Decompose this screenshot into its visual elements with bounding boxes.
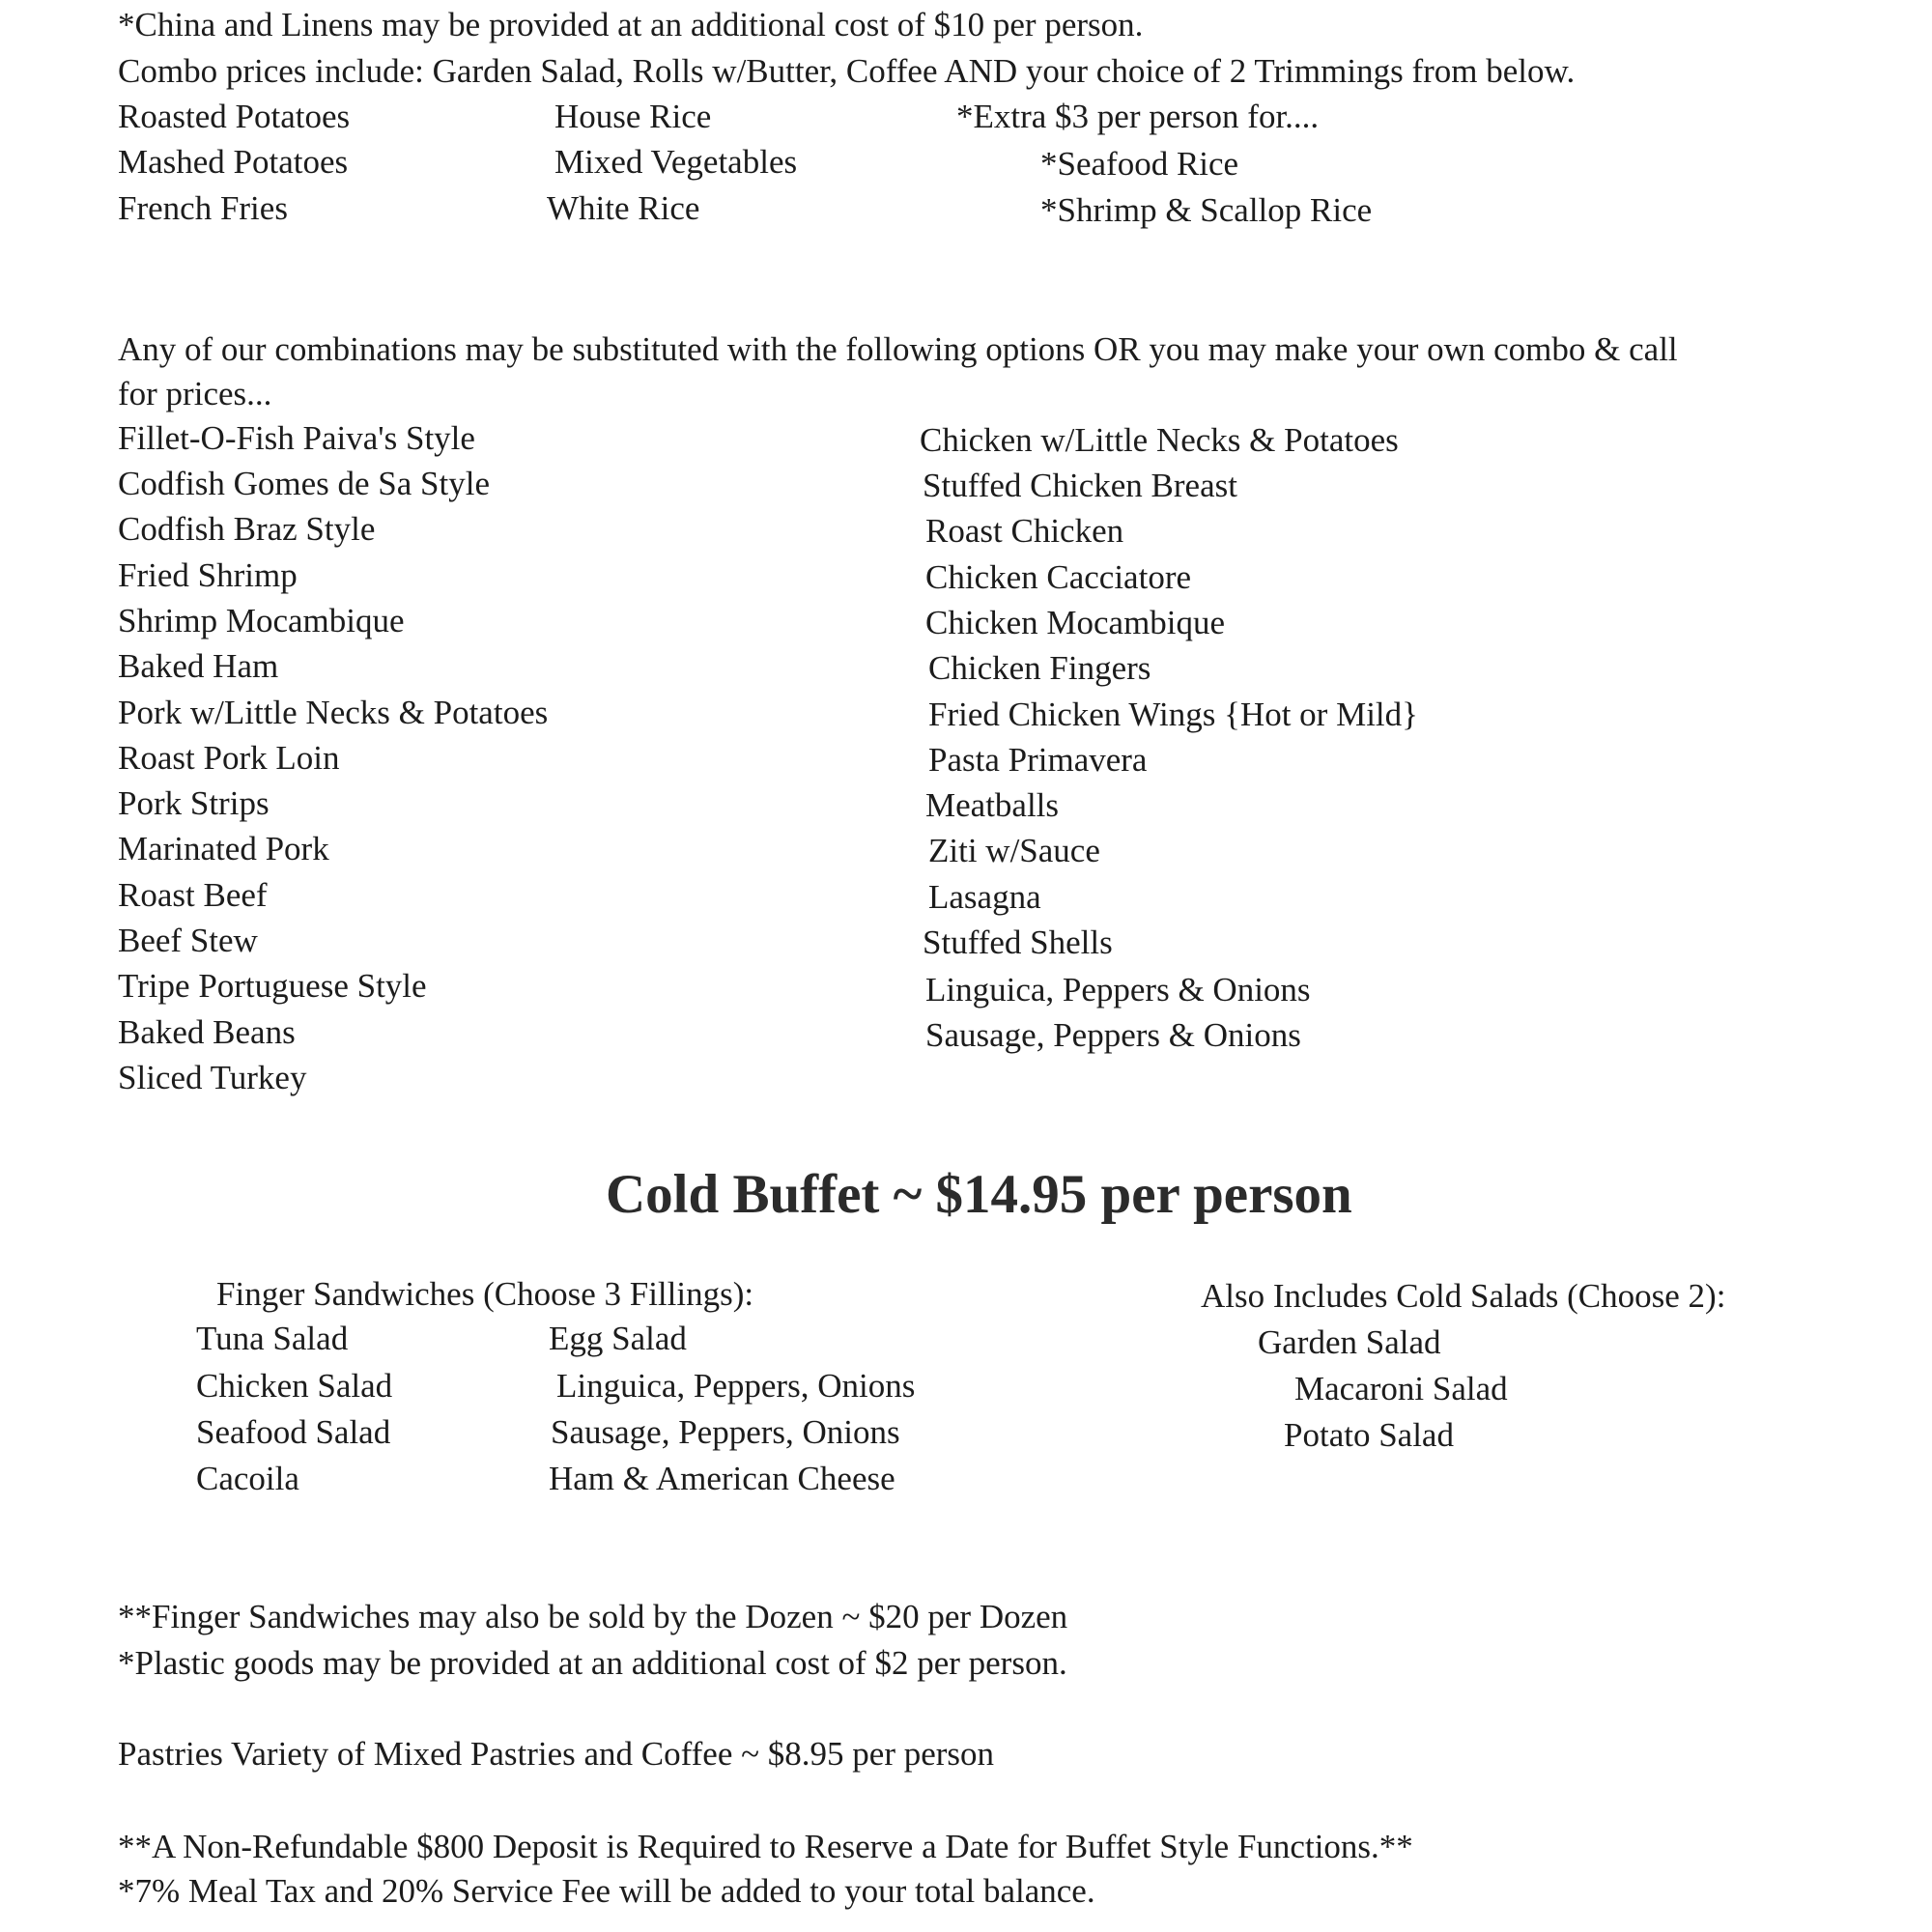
option-item: Pork w/Little Necks & Potatoes [118, 694, 549, 731]
plastic-goods-note: *Plastic goods may be provided at an additional cost of $2 per person. [118, 1644, 1067, 1682]
option-item: Fried Chicken Wings {Hot or Mild} [928, 696, 1418, 733]
option-item: Baked Beans [118, 1013, 296, 1051]
option-item: Lasagna [928, 878, 1041, 916]
sandwich-filling: Egg Salad [549, 1320, 687, 1357]
option-item: Meatballs [925, 786, 1060, 824]
option-item: Stuffed Shells [923, 923, 1113, 961]
sandwich-filling: Seafood Salad [196, 1413, 391, 1451]
trimming-french-fries: French Fries [118, 189, 288, 227]
trimming-roasted-potatoes: Roasted Potatoes [118, 98, 351, 135]
option-item: Roast Chicken [925, 512, 1124, 550]
option-item: Marinated Pork [118, 830, 329, 867]
option-item: Tripe Portuguese Style [118, 967, 427, 1005]
trimming-mixed-vegetables: Mixed Vegetables [554, 143, 798, 181]
option-item: Chicken Fingers [928, 649, 1151, 687]
option-item: Roast Pork Loin [118, 739, 340, 777]
trimming-seafood-rice: *Seafood Rice [1040, 145, 1239, 183]
sandwich-filling: Sausage, Peppers, Onions [551, 1413, 900, 1451]
option-item: Pasta Primavera [928, 741, 1148, 779]
option-item: Chicken Mocambique [925, 604, 1226, 641]
sandwich-header: Finger Sandwiches (Choose 3 Fillings): [216, 1275, 754, 1313]
combo-includes-note: Combo prices include: Garden Salad, Rolls w/Butter, Coffee AND your choice of 2 Trimmings from below. [118, 52, 1576, 90]
cold-salad-item: Macaroni Salad [1294, 1370, 1508, 1407]
option-item: Chicken Cacciatore [925, 558, 1192, 596]
option-item: Shrimp Mocambique [118, 602, 405, 639]
option-item: Sliced Turkey [118, 1059, 307, 1096]
option-item: Codfish Gomes de Sa Style [118, 465, 490, 502]
cold-buffet-title: Cold Buffet ~ $14.95 per person [606, 1164, 1352, 1225]
cold-salads-header: Also Includes Cold Salads (Choose 2): [1201, 1277, 1726, 1315]
tax-fee-note: *7% Meal Tax and 20% Service Fee will be added to your total balance. [118, 1872, 1095, 1910]
option-item: Ziti w/Sauce [928, 832, 1100, 869]
trimming-white-rice: White Rice [547, 189, 700, 227]
china-linens-note: *China and Linens may be provided at an additional cost of $10 per person. [118, 6, 1144, 43]
sandwich-filling: Cacoila [196, 1460, 299, 1497]
substitution-intro-line2: for prices... [118, 375, 272, 412]
option-item: Sausage, Peppers & Onions [925, 1016, 1301, 1054]
option-item: Beef Stew [118, 922, 258, 959]
sandwich-filling: Ham & American Cheese [549, 1460, 895, 1497]
deposit-note: **A Non-Refundable $800 Deposit is Required to Reserve a Date for Buffet Style Functions.** [118, 1828, 1413, 1865]
option-item: Fillet-O-Fish Paiva's Style [118, 419, 475, 457]
option-item: Baked Ham [118, 647, 279, 685]
dozen-note: **Finger Sandwiches may also be sold by the Dozen ~ $20 per Dozen [118, 1598, 1068, 1635]
pastries-line: Pastries Variety of Mixed Pastries and Coffee ~ $8.95 per person [118, 1735, 995, 1773]
option-item: Chicken w/Little Necks & Potatoes [920, 421, 1399, 459]
sandwich-filling: Chicken Salad [196, 1367, 393, 1405]
substitution-intro-line1: Any of our combinations may be substituted with the following options OR you may make your own combo & call [118, 330, 1678, 368]
cold-salad-item: Potato Salad [1284, 1416, 1454, 1454]
option-item: Fried Shrimp [118, 556, 298, 594]
option-item: Linguica, Peppers & Onions [925, 971, 1311, 1009]
cold-salad-item: Garden Salad [1258, 1323, 1441, 1361]
option-item: Codfish Braz Style [118, 510, 376, 548]
option-item: Roast Beef [118, 876, 268, 914]
trimming-shrimp-scallop-rice: *Shrimp & Scallop Rice [1040, 191, 1373, 229]
trimming-mashed-potatoes: Mashed Potatoes [118, 143, 349, 181]
option-item: Pork Strips [118, 784, 270, 822]
option-item: Stuffed Chicken Breast [923, 467, 1237, 504]
trimming-house-rice: House Rice [554, 98, 712, 135]
sandwich-filling: Linguica, Peppers, Onions [556, 1367, 916, 1405]
sandwich-filling: Tuna Salad [196, 1320, 349, 1357]
extra-cost-label: *Extra $3 per person for.... [956, 98, 1320, 135]
